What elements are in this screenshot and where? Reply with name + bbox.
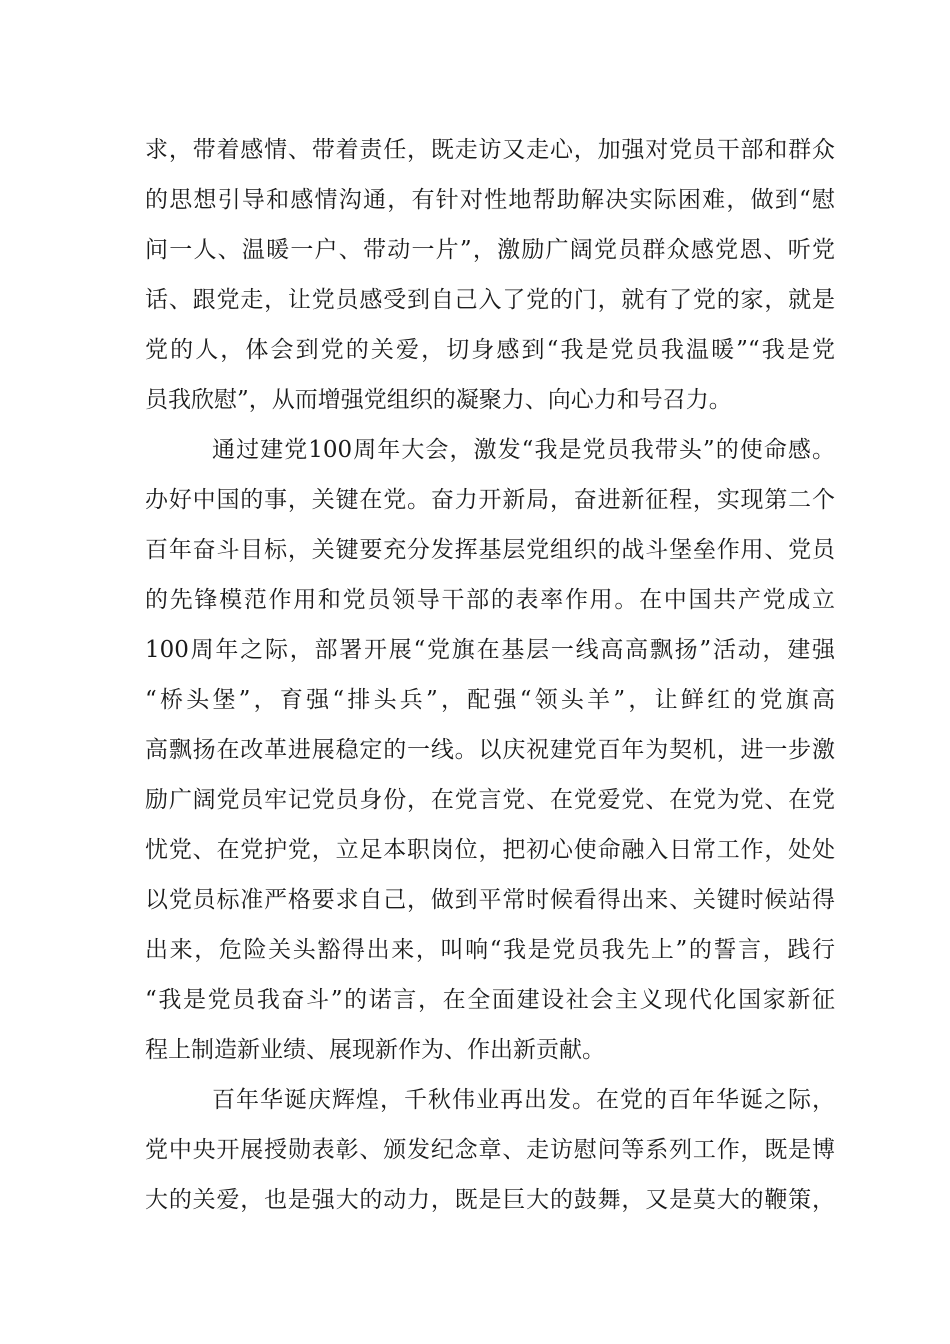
text-line: 的先锋模范作用和党员领导干部的表率作用。在中国共产党成立 <box>145 587 835 613</box>
text-line: 的思想引导和感情沟通，有针对性地帮助解决实际困难，做到“慰 <box>145 187 835 213</box>
text-line: 话、跟党走，让党员感受到自己入了党的门，就有了党的家，就是 <box>145 287 835 313</box>
paragraph-first-line: 百年华诞庆辉煌，千秋伟业再出发。在党的百年华诞之际， <box>212 1087 835 1113</box>
text-line: 励广阔党员牢记党员身份，在党言党、在党爱党、在党为党、在党 <box>145 787 835 813</box>
text-line: 忧党、在党护党，立足本职岗位，把初心使命融入日常工作，处处 <box>145 837 835 863</box>
text-line: 员我欣慰”，从而增强党组织的凝聚力、向心力和号召力。 <box>145 387 732 413</box>
text-line: 党的人，体会到党的关爱，切身感到“我是党员我温暖”“我是党 <box>145 337 835 363</box>
text-line: 党中央开展授勋表彰、颁发纪念章、走访慰问等系列工作，既是博 <box>145 1137 835 1163</box>
text-line: 以党员标准严格要求自己，做到平常时候看得出来、关键时候站得 <box>145 887 835 913</box>
text-line: 百年奋斗目标，关键要充分发挥基层党组织的战斗堡垒作用、党员 <box>145 537 835 563</box>
text-line: 问一人、温暖一户、带动一片”，激励广阔党员群众感党恩、听党 <box>145 237 835 263</box>
text-line: “桥头堡”，育强“排头兵”，配强“领头羊”，让鲜红的党旗高 <box>145 687 835 713</box>
text-line: 程上制造新业绩、展现新作为、作出新贡献。 <box>145 1037 605 1063</box>
text-line: 办好中国的事，关键在党。奋力开新局，奋进新征程，实现第二个 <box>145 487 835 513</box>
text-line: 出来，危险关头豁得出来，叫响“我是党员我先上”的誓言，践行 <box>145 937 835 963</box>
text-line: 求，带着感情、带着责任，既走访又走心，加强对党员干部和群众 <box>145 137 835 163</box>
text-line: 100周年之际，部署开展“党旗在基层一线高高飘扬”活动，建强 <box>145 637 835 663</box>
text-line: “我是党员我奋斗”的诺言，在全面建设社会主义现代化国家新征 <box>145 987 835 1013</box>
paragraph-first-line: 通过建党100周年大会，激发“我是党员我带头”的使命感。 <box>212 437 835 463</box>
text-line: 高飘扬在改革进展稳定的一线。以庆祝建党百年为契机，进一步激 <box>145 737 835 763</box>
text-line: 大的关爱，也是强大的动力，既是巨大的鼓舞，又是莫大的鞭策， <box>145 1187 835 1213</box>
